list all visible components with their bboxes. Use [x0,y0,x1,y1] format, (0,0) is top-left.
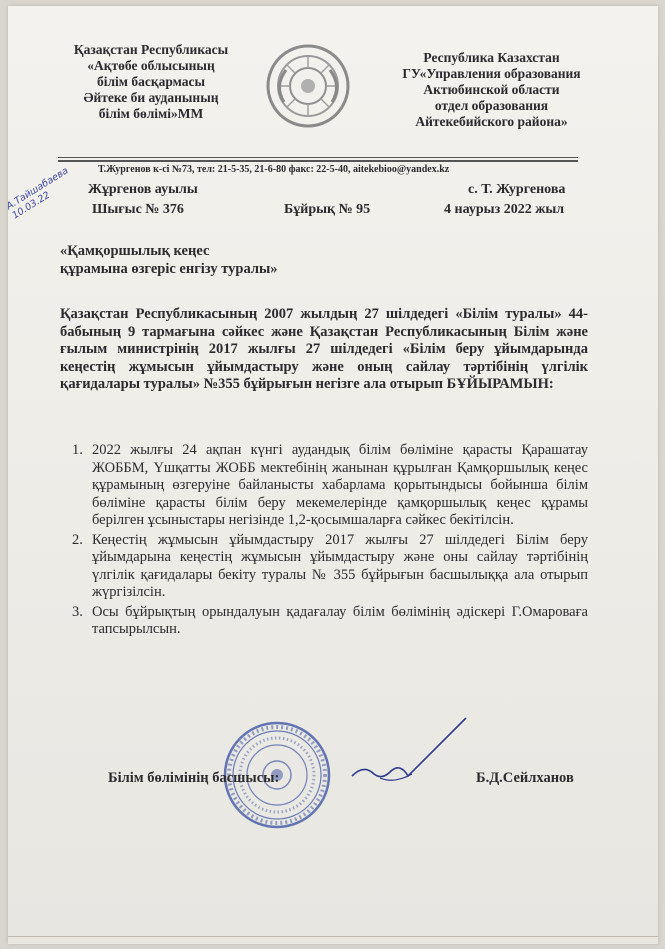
signatory-role: Білім бөлімінің басшысы: [108,770,280,786]
order-number: Бұйрық № 95 [284,202,371,217]
village-ru: с. Т. Жургенова [468,182,566,197]
subject-line: құрамына өзгеріс енгізу туралы» [60,261,278,277]
document-page [4,6,658,944]
handwritten-signature-icon [350,714,470,794]
order-item [60,532,588,602]
order-item [60,442,588,530]
subject-line: «Қамқоршылық кеңес [60,243,210,259]
preamble-paragraph: Қазақстан Республикасының 2007 жылдың 27 шілдедегі «Білім туралы» 44-бабының 9 тармағына сәйкес және Қазақстан Республикасының Білім және ғылым министрінің 2017 жылғы 27 шілдедегі «Білім беру ұйымдарында кеңестің жұмысын ұйымдастыру және оның сайлау тәртібінің үлгілік қағидалары туралы» №355 бұйрығын негізге ала отырып БҰЙЫРАМЫН: [60,306,588,392]
signatory-name: Б.Д.Сейлханов [476,770,574,786]
header-right-line: ГУ«Управления образования [402,66,581,81]
item-text: Кеңестің жұмысын ұйымдастыру 2017 жылғы 27 шілдедегі Білім беру ұйымдарына кеңестің жұмысын ұйымдастыру және оны сайлау тәртібінің үлгілік қағидалары бекіту туралы № 355 бұйрығын басшылыққа ала отырып жүргізілсін. [92,531,588,600]
header-left-line: «Ақтөбе облысының [87,58,215,73]
village-kz: Жұргенов ауылы [88,182,198,197]
item-text: Осы бұйрықтың орындалуын қадағалау білім бөлімінің әдіскері Г.Омароваға тапсырылсын. [92,603,588,637]
header-right-line: Республика Казахстан [423,50,560,65]
header-right-line: Айтекебийского района» [415,114,568,129]
header-divider-thick [58,160,578,162]
header-left-line: білім бөлімі»ММ [98,106,204,121]
header-left-line: Әйтеке би ауданының [83,90,219,105]
header-left-line: Қазақстан Республикасы [73,42,229,57]
header-left-line: білім басқармасы [96,74,206,89]
order-item [60,604,588,639]
contact-line: Т.Жургенов к-сі №73, тел: 21-5-35, 21-6-80 факс: 22-5-40, aitekebioo@yandex.kz [98,164,450,175]
header-divider [58,157,578,158]
order-items [60,442,588,641]
handwritten-note: А.Тайшабаева 10.03.22 [4,165,71,222]
item-text: 2022 жылғы 24 ақпан күнгі аудандық білім бөліміне қарасты Қарашатау ЖОББМ, Үшқатты ЖОББ мектебінің жанынан құрылған Қамқоршылық кеңес құрамының өзгеруіне байланысты хабарлама қорытындысы бойынша білім бөліміне қарасты білім беру мекемелерінде қамқоршылық кеңес құрамы берілген ұсыныстары негізінде 1,2-қосымшаларға сәйкес бекітілсін. [92,442,588,528]
item-number: 2. [72,531,83,548]
item-number: 3. [72,603,83,620]
order-date: 4 наурыз 2022 жыл [444,202,565,217]
kazakhstan-emblem-icon [264,42,352,130]
outgoing-number: Шығыс № 376 [92,202,184,217]
order-subject [60,242,278,278]
page-bottom-edge [8,936,658,937]
header-right-line: отдел образования [434,98,549,113]
header-left-kz [46,42,256,122]
header-right-line: Актюбинской области [423,82,560,97]
item-number: 1. [72,442,83,458]
header-right-ru [384,50,599,130]
